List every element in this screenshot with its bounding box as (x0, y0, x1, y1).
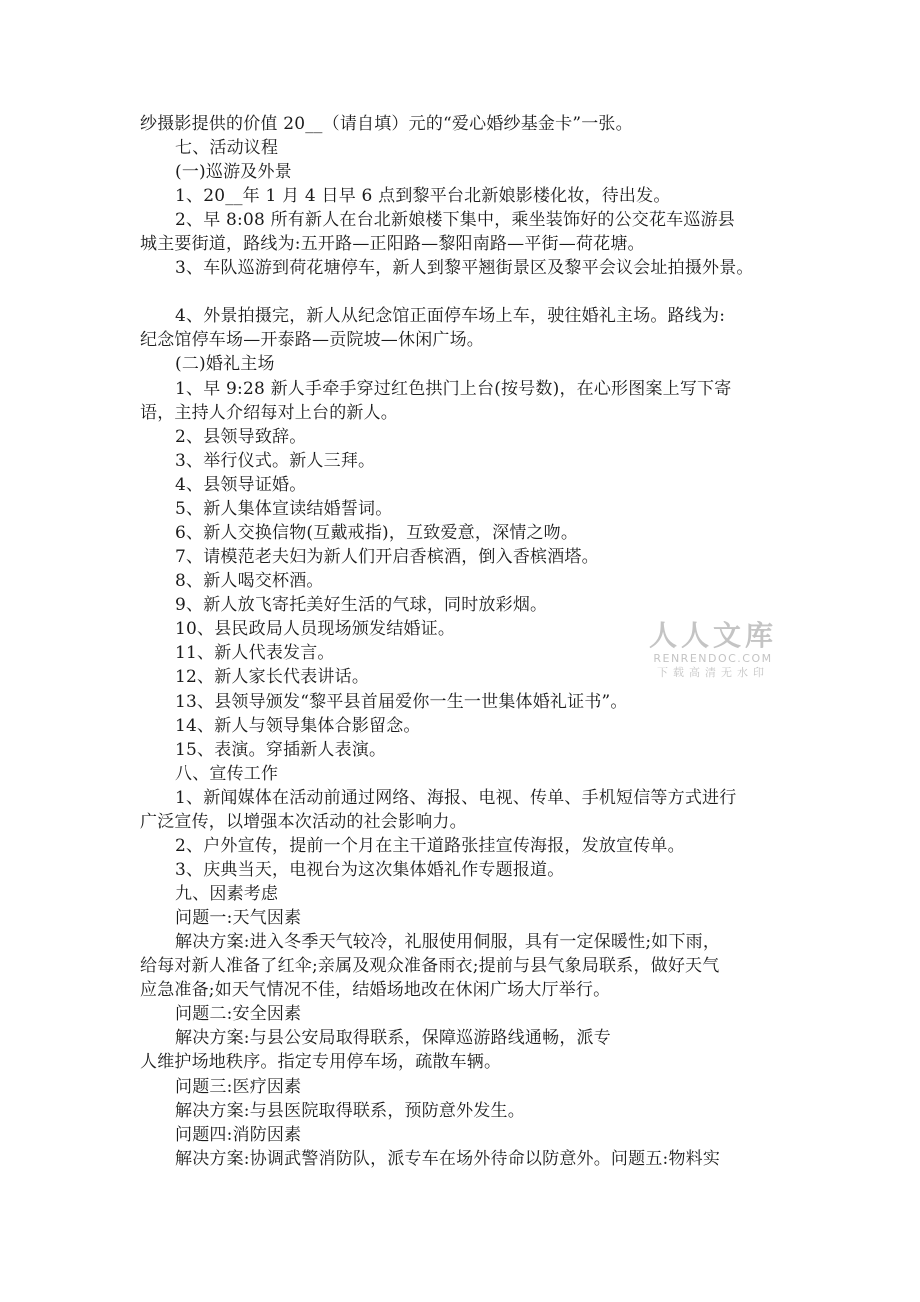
text-line: 语，主持人介绍每对上台的新人。 (140, 403, 398, 423)
section-heading: 七、活动议程 (175, 138, 279, 158)
text-line: 解决方案:协调武警消防队，派专车在场外待命以防意外。问题五:物料实 (175, 1149, 721, 1169)
text-line: 2、早 8:08 所有新人在台北新娘楼下集中，乘坐装饰好的公交花车巡游县 (175, 210, 735, 230)
text-line: 2、县领导致辞。 (175, 427, 307, 447)
text-line: 1、新闻媒体在活动前通过网络、海报、电视、传单、手机短信等方式进行 (175, 788, 737, 808)
text-line: 3、车队巡游到荷花塘停车，新人到黎平翘街景区及黎平会议会址拍摄外景。 (175, 258, 754, 278)
text-line: 给每对新人准备了红伞;亲属及观众准备雨衣;提前与县气象局联系，做好天气 (140, 956, 720, 976)
text-line: 解决方案:与县公安局取得联系，保障巡游路线通畅，派专 (175, 1028, 611, 1048)
section-heading: 九、因素考虑 (175, 884, 279, 904)
text-line: 应急准备;如天气情况不佳，结婚场地改在休闲广场大厅举行。 (140, 980, 611, 1000)
text-line: 5、新人集体宣读结婚誓词。 (175, 499, 393, 519)
watermark-tagline: 下载高清无水印 (657, 666, 769, 679)
issue-heading: 问题二:安全因素 (175, 1004, 302, 1024)
text-line: 3、庆典当天，电视台为这次集体婚礼作专题报道。 (175, 860, 565, 880)
subsection-heading: (二)婚礼主场 (175, 354, 275, 374)
issue-heading: 问题三:医疗因素 (175, 1077, 302, 1097)
text-line: 12、新人家长代表讲话。 (175, 667, 370, 687)
subsection-heading: (一)巡游及外景 (175, 162, 292, 182)
text-line: 10、县民政局人员现场颁发结婚证。 (175, 619, 456, 639)
text-line: 14、新人与领导集体合影留念。 (175, 716, 421, 736)
text-line: 城主要街道，路线为:五开路—正阳路—黎阳南路—平街—荷花塘。 (140, 234, 645, 254)
text-line: 8、新人喝交杯酒。 (175, 571, 324, 591)
text-line: 1、20__年 1 月 4 日早 6 点到黎平台北新娘影楼化妆，待出发。 (175, 186, 671, 206)
text-line: 6、新人交换信物(互戴戒指)，互致爱意，深情之吻。 (175, 523, 579, 543)
text-line: 2、户外宣传，提前一个月在主干道路张挂宣传海报，发放宣传单。 (175, 836, 685, 856)
text-line: 3、举行仪式。新人三拜。 (175, 451, 376, 471)
text-line: 广泛宣传，以增强本次活动的社会影响力。 (140, 812, 467, 832)
watermark-site: RENRENDOC.COM (653, 652, 773, 665)
text-line: 解决方案:与县医院取得联系，预防意外发生。 (175, 1101, 525, 1121)
section-heading: 八、宣传工作 (175, 764, 279, 784)
text-line: 1、早 9:28 新人手牵手穿过红色拱门上台(按号数)，在心形图案上写下寄 (175, 379, 732, 399)
text-line: 4、外景拍摄完，新人从纪念馆正面停车场上车，驶往婚礼主场。路线为: (175, 306, 726, 326)
text-line: 13、县领导颁发“黎平县首届爱你一生一世集体婚礼证书”。 (175, 692, 628, 712)
text-line: 11、新人代表发言。 (175, 643, 335, 663)
text-line: 纱摄影提供的价值 20__（请自填）元的“爱心婚纱基金卡”一张。 (140, 114, 633, 134)
text-line: 7、请模范老夫妇为新人们开启香槟酒，倒入香槟酒塔。 (175, 547, 599, 567)
text-line: 4、县领导证婚。 (175, 475, 307, 495)
issue-heading: 问题一:天气因素 (175, 908, 302, 928)
text-line: 人维护场地秩序。指定专用停车场，疏散车辆。 (140, 1052, 502, 1072)
text-line: 纪念馆停车场—开泰路—贡院坡—休闲广场。 (140, 330, 484, 350)
text-line: 15、表演。穿插新人表演。 (175, 740, 387, 760)
text-line: 9、新人放飞寄托美好生活的气球，同时放彩烟。 (175, 595, 548, 615)
text-line: 解决方案:进入冬季天气较冷，礼服使用侗服，具有一定保暖性;如下雨， (175, 932, 721, 952)
issue-heading: 问题四:消防因素 (175, 1125, 302, 1145)
watermark-logo (643, 620, 783, 680)
watermark-title: 人人文库 (648, 619, 777, 652)
